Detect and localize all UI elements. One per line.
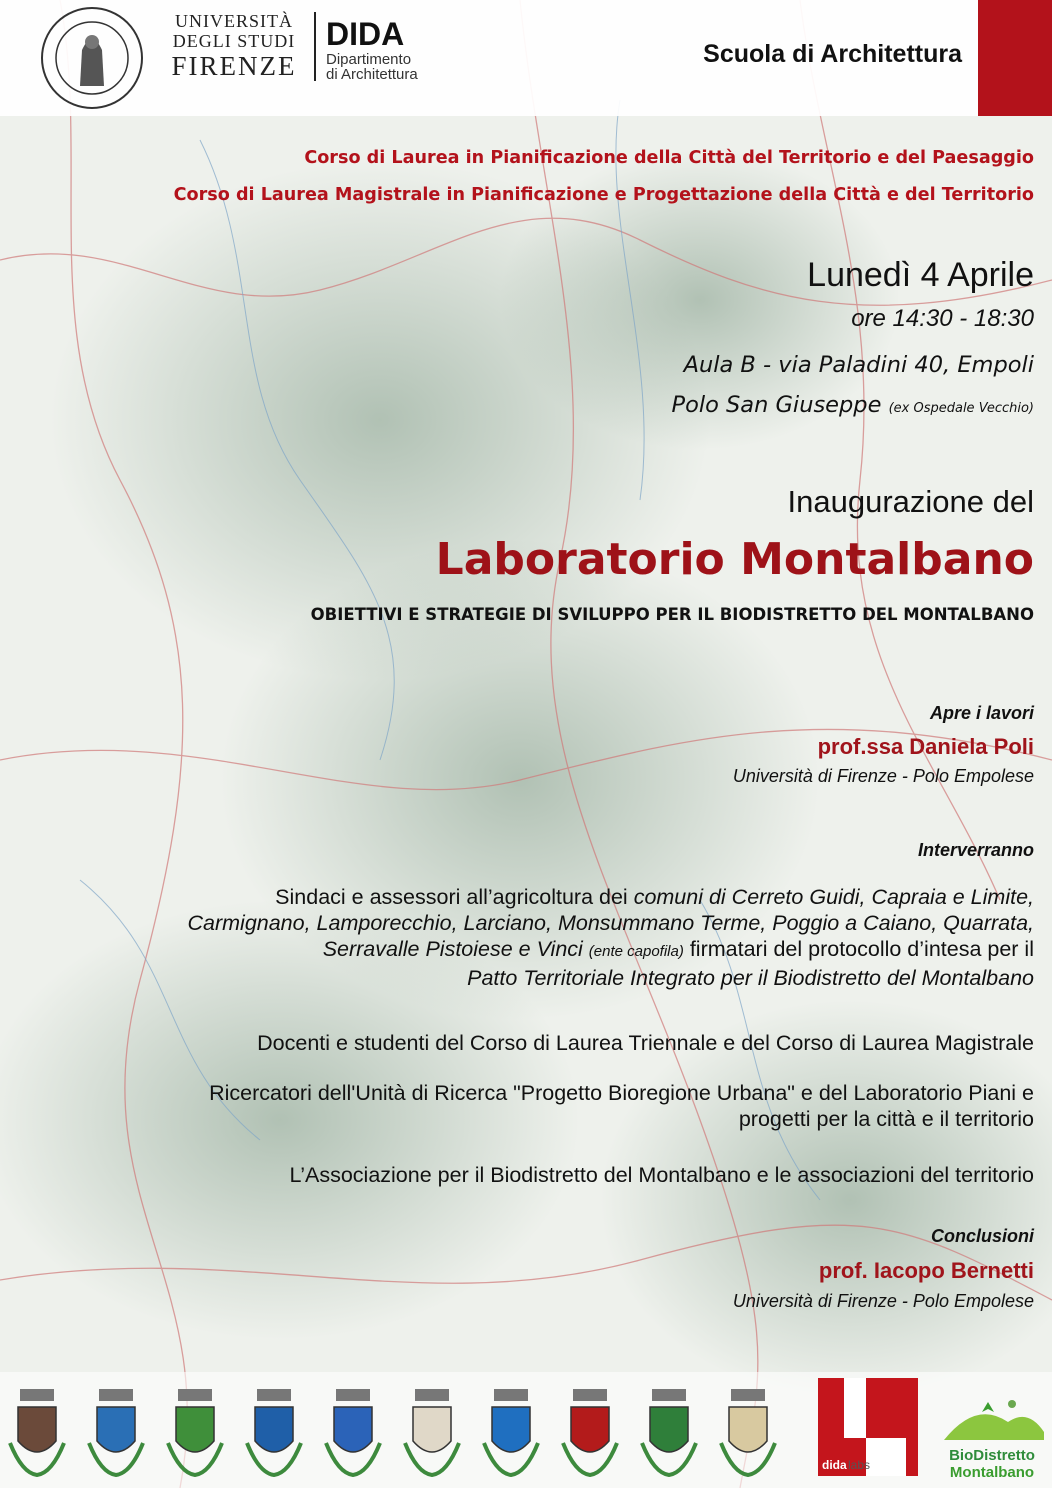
event-date: Lunedì 4 Aprile	[807, 256, 1034, 294]
dida-sub2: di Architettura	[326, 66, 418, 84]
biodistretto-logo	[936, 1392, 1048, 1481]
university-seal-icon	[40, 6, 144, 110]
venue-note: (ex Ospedale Vecchio)	[888, 401, 1034, 416]
municipal-crest-icon	[401, 1385, 463, 1480]
opening-speaker: prof.ssa Daniela Poli	[817, 734, 1034, 759]
p1-text-f: firmatari del protocollo d’intesa per il	[683, 937, 1034, 961]
course-line-2: Corso di Laurea Magistrale in Pianificazione e Progettazione della Città e del Territorio	[173, 185, 1034, 205]
speakers-paragraph-1	[0, 884, 1034, 991]
municipal-crest-icon	[717, 1385, 779, 1480]
event-subtitle: OBIETTIVI E STRATEGIE DI SVILUPPO PER IL BIODISTRETTO DEL MONTALBANO	[310, 605, 1034, 624]
p1-line1	[0, 884, 1034, 910]
intro-text: Inaugurazione del	[787, 484, 1034, 519]
dida-title: DIDA	[326, 16, 405, 52]
didalabs-text-b: labs	[848, 1458, 871, 1472]
speakers-paragraph-3	[209, 1080, 1034, 1132]
p1-text-g: Patto Territoriale Integrato per il Biodistretto del Montalbano	[467, 966, 1034, 990]
didalabs-text-a: dida	[822, 1458, 847, 1472]
municipal-crest-icon	[164, 1385, 226, 1480]
p3-line1: Ricercatori dell'Unità di Ricerca "Progetto Bioregione Urbana" e del Laboratorio Piani e	[209, 1081, 1034, 1105]
municipal-crest-icon	[6, 1385, 68, 1480]
scuola-title: Scuola di Architettura	[703, 40, 962, 68]
accent-red-bar	[978, 0, 1052, 116]
dida-sub1: Dipartimento	[326, 50, 412, 68]
conclusions-affiliation: Università di Firenze - Polo Empolese	[732, 1291, 1034, 1311]
bio-line2: Montalbano	[949, 1464, 1035, 1481]
p1-text-d: Serravalle Pistoiese e Vinci	[322, 937, 583, 961]
p3-line2: progetti per la città e il territorio	[738, 1107, 1034, 1131]
university-line1: UNIVERSITÀ	[175, 11, 293, 31]
municipal-crest-icon	[480, 1385, 542, 1480]
university-line3: FIRENZE	[171, 50, 297, 81]
conclusions-role: Conclusioni	[931, 1226, 1034, 1246]
municipal-crest-icon	[322, 1385, 384, 1480]
university-logo-text	[162, 12, 316, 81]
p1-line4	[0, 965, 1034, 991]
p1-text-b: comuni di Cerreto Guidi, Capraia e Limite,	[633, 885, 1034, 909]
p1-text-c: Carmignano, Lamporecchio, Larciano, Monsummano Terme, Poggio a Caiano, Quarrata,	[187, 911, 1034, 935]
venue-line-2	[672, 392, 1034, 418]
municipal-crest-icon	[85, 1385, 147, 1480]
municipal-crest-icon	[243, 1385, 305, 1480]
bio-line1: BioDistretto	[949, 1447, 1035, 1464]
opening-affiliation: Università di Firenze - Polo Empolese	[732, 766, 1034, 786]
event-time: ore 14:30 - 18:30	[851, 305, 1034, 332]
dida-logo	[326, 18, 418, 83]
university-line2: DEGLI STUDI	[172, 30, 296, 51]
p1-text-e: (ente capofila)	[588, 943, 684, 960]
venue-line-1: Aula B - via Paladini 40, Empoli	[683, 352, 1034, 378]
municipal-crest-icon	[559, 1385, 621, 1480]
speakers-paragraph-2: Docenti e studenti del Corso di Laurea Triennale e del Corso di Laurea Magistrale	[257, 1031, 1034, 1055]
p1-line3	[0, 936, 1034, 965]
event-title: Laboratorio Montalbano	[435, 534, 1034, 585]
speakers-paragraph-4: L’Associazione per il Biodistretto del Montalbano e le associazioni del territorio	[289, 1163, 1034, 1187]
municipal-crest-icon	[638, 1385, 700, 1480]
venue-name: Polo San Giuseppe	[671, 392, 882, 418]
hills-icon	[936, 1392, 1048, 1442]
speakers-role: Interverranno	[917, 840, 1034, 860]
conclusions-speaker: prof. Iacopo Bernetti	[818, 1258, 1034, 1283]
p1-text-a: Sindaci e assessori all’agricoltura dei	[275, 885, 634, 909]
didalabs-logo	[818, 1378, 918, 1476]
opening-role: Apre i lavori	[929, 703, 1034, 723]
course-line-1: Corso di Laurea in Pianificazione della Città del Territorio e del Paesaggio	[304, 148, 1034, 168]
p1-line2	[0, 910, 1034, 936]
